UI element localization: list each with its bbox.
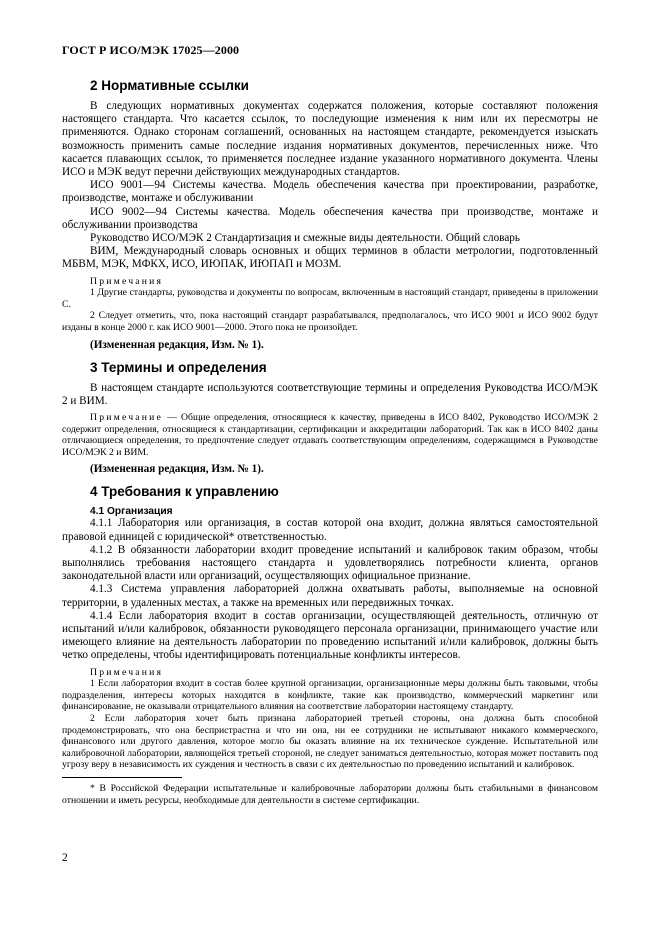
reference-iso-9001: ИСО 9001—94 Системы качества. Модель обеспечения качества при проектировании, разработке, производстве, монтаже и обслуживании — [62, 179, 598, 205]
section-4-title: 4 Требования к управлению — [90, 484, 279, 500]
section-3-title: 3 Термины и определения — [90, 359, 267, 375]
subsection-4-1-title: 4.1 Организация — [90, 506, 173, 518]
page-content — [62, 78, 598, 806]
reference-guide-2: Руководство ИСО/МЭК 2 Стандартизация и смежные виды деятельности. Общий словарь — [90, 232, 520, 245]
clause-4-1-4: 4.1.4 Если лаборатория входит в состав организации, осуществляющей деятельность, отличную от испытаний и/или калибровок, обязанности руководящего персонала организации, принимающего участие или имеющего влияние на деятельность лаборатории по проведению испытаний и/или калибровок, должны быть четко определены, чтобы идентифицировать потенциальные конфликты интересов. — [62, 609, 598, 662]
clause-4-1-3: 4.1.3 Система управления лабораторией должна охватывать работы, выполняемые на основной территории, в удаленных местах, а также на временных или передвижных точках. — [62, 583, 598, 609]
section-3-note — [62, 412, 598, 458]
section-2-note-1: 1 Другие стандарты, руководства и документы по вопросам, включенным в настоящий стандарт, приведены в приложении С. — [62, 287, 598, 310]
section-3-intro: В настоящем стандарте используются соответствующие термины и определения Руководства ИСО/МЭК 2 и ВИМ. — [62, 381, 598, 407]
revision-note: (Измененная редакция, Изм. № 1). — [90, 338, 264, 351]
notes-heading: Примечания — [90, 275, 164, 287]
note-label: Примечание — [90, 412, 164, 424]
reference-iso-9002: ИСО 9002—94 Системы качества. Модель обеспечения качества при производстве, монтаже и обслуживании производства — [62, 205, 598, 231]
note-text: — Общие определения, относящиеся к качеству, приведены в ИСО 8402, Руководство ИСО/МЭК 2 содержит определения, относящиеся к стандартизации, сертификации и аккредитации лабораторий. Так как в ИСО 8402 даны отличающиеся определения, то предпочтение следует отдавать соответствующим определениям, содержащимся в Руководстве ИСО/МЭК 2 и ВИМ. — [62, 412, 598, 458]
section-4-note-2: 2 Если лаборатория хочет быть признана лабораторией третьей стороны, она должна быть способной продемонстрировать, что она беспристрастна и что ни она, ни ее сотрудники не испытывают никакого коммерческого, финансового или другого давления, которое могло бы оказать влияние на их техническое суждение. Испытательной или калибровочной лаборатории, являющейся третьей стороной, не следует заниматься деятельностью, которая может поставить под угрозу веру в независимость их суждения и честность в связи с их деятельностью по проведению испытаний и калибровок. — [62, 713, 598, 771]
footnote: * В Российской Федерации испытательные и калибровочные лаборатории должны быть стабильными в финансовом отношении и иметь ресурсы, необходимые для деятельности в системе сертификации. — [62, 782, 598, 806]
page-number: 2 — [62, 852, 68, 864]
section-2-note-2: 2 Следует отметить, что, пока настоящий стандарт разрабатывался, предполагалось, что ИСО 9001 и ИСО 9002 будут изданы в конце 2000 г. как ИСО 9001—2000. Этого пока не произойдет. — [62, 310, 598, 334]
footnote-divider — [62, 777, 182, 778]
clause-4-1-1: 4.1.1 Лаборатория или организация, в состав которой она входит, должна являться самостоятельной правовой единицей с юридической* ответственностью. — [62, 517, 598, 543]
section-2-intro: В следующих нормативных документах содержатся положения, которые составляют положения настоящего стандарта. Что касается ссылок, то последующие изменения к ним или их пересмотры не применяются. Однако сторонам соглашений, основанных на настоящем стандарте, рекомендуется изыскать возможность применить самые последние издания нормативных документов, перечисленных ниже. Что касается плавающих ссылок, то применяется последнее издание указанного нормативного документа. Члены ИСО и МЭК ведут перечни действующих международных стандартов. — [62, 100, 598, 179]
running-header: ГОСТ Р ИСО/МЭК 17025—2000 — [62, 43, 240, 57]
reference-vim: ВИМ, Международный словарь основных и общих терминов в области метрологии, подготовленный МБВМ, МЭК, МФКХ, ИСО, ИЮПАК, ИЮПАП и МОЗМ. — [62, 245, 598, 271]
clause-4-1-2: 4.1.2 В обязанности лаборатории входит проведение испытаний и калибровок таким образом, чтобы выполнялись требования настоящего стандарта и удовлетворялись потребности клиента, органов законодательной власти или организаций, осуществляющих официальное признание. — [62, 543, 598, 583]
revision-note: (Измененная редакция, Изм. № 1). — [90, 463, 264, 476]
section-2-title: 2 Нормативные ссылки — [90, 78, 249, 93]
section-4-note-1: 1 Если лаборатория входит в состав более крупной организации, организационные меры должны быть таковыми, чтобы подразделения, интересы которых находятся в конфликте, такие как производство, коммерческий маркетинг или финансирование, не оказывали отрицательного влияния на соответствие лаборатории настоящему стандарту. — [62, 678, 598, 713]
notes-heading: Примечания — [90, 666, 164, 678]
